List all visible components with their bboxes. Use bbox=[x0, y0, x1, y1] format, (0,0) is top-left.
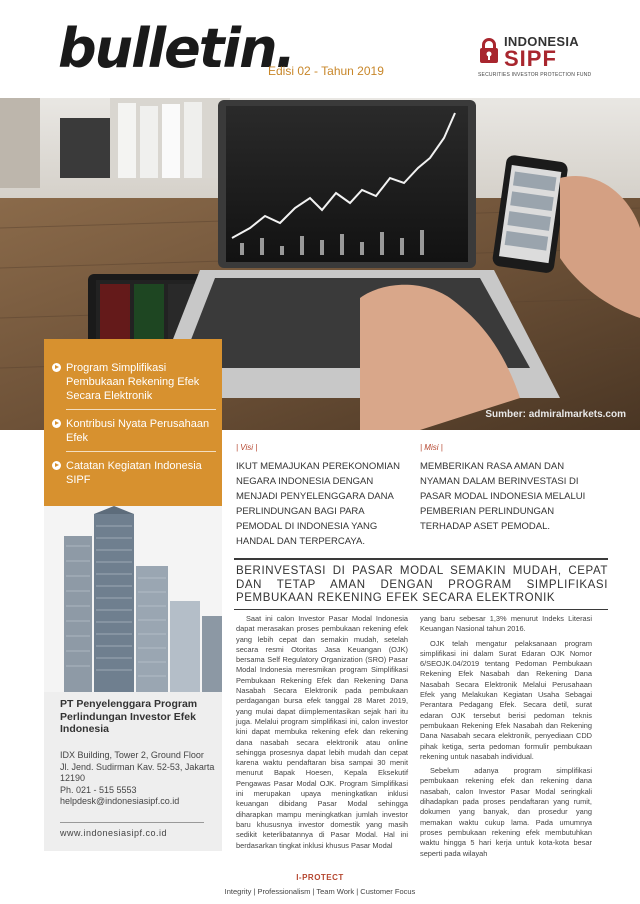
footer-values: Integrity | Professionalism | Team Work | Customer Focus bbox=[224, 887, 416, 896]
org-name: PT Penyelenggara Program Perlindungan Investor Efek Indonesia bbox=[60, 698, 198, 735]
address-line: Jl. Jend. Sudirman Kav. 52-53, Jakarta bbox=[60, 761, 215, 772]
arrow-right-icon bbox=[52, 461, 61, 470]
email-link[interactable]: helpdesk@indonesiasipf.co.id bbox=[60, 796, 180, 806]
arrow-right-icon bbox=[52, 419, 61, 428]
article-headline: BERINVESTASI DI PASAR MODAL SEMAKIN MUDAH, CEPAT DAN TETAP AMAN DENGAN PROGRAM SIMPLIFIKASI PEMBUKAAN REKENING EFEK SECARA ELEKTRONIK bbox=[236, 565, 608, 604]
headline-rule-top bbox=[234, 558, 608, 560]
highlight-label: Catatan Kegiatan Indonesia SIPF bbox=[66, 460, 202, 486]
building-photo bbox=[44, 506, 222, 692]
highlight-label: Kontribusi Nyata Perusahaan Efek bbox=[66, 418, 210, 444]
visi-label: | Visi | bbox=[236, 443, 258, 452]
divider bbox=[66, 409, 216, 410]
logo-wordmark: SIPF bbox=[504, 46, 557, 71]
bulletin-title: bulletin. bbox=[58, 17, 295, 80]
logo-tagline: SECURITIES INVESTOR PROTECTION FUND bbox=[478, 72, 592, 78]
highlight-label: Program Simplifikasi Pembukaan Rekening Efek Secara Elektronik bbox=[66, 362, 200, 402]
article-column-1 bbox=[236, 614, 408, 852]
arrow-right-icon bbox=[52, 363, 61, 372]
paragraph: Saat ini calon Investor Pasar Modal Indonesia dapat merasakan proses pembukaan rekening efek yang lebih cepat dan semakin mudah, setelah secara resmi Otoritas Jasa Keuangan (OJK) bersama Self Regulatory Organization (SRO) Pasar Modal Indonesia meresmikan program Simplifikasi Pembukaan Rekening Efek dan Rekening Dana Nasabah Secara Elektronik pada pembukaan perdagangan bursa efek tanggal 28 Maret 2019, yang mulai dapat diimplementasikan sejak hari itu juga. Melalui program simplifikasi ini, calon investor kini dapat membuka rekening efek dan rekening dana nasabah secara elektronik atau online sehingga prosesnya dapat lebih mudah dan cepat karena waktu pendaftaran bisa sampai 30 menit menurut Bapak Hoesen, Kepala Eksekutif Pengawas Pasar Modal OJK. Program Simplifikasi ini merupakan upaya meningkatkan inklusi keuangan dibidang Pasar Modal sehingga diharapkan mampu meningkatkan jumlah investor baru khususnya investor domestik yang masih sedikit keterlibatannya di Pasar Modal. Hal ini berdasarkan tingkat inklusi khusus Pasar Modal bbox=[236, 614, 408, 850]
address-block bbox=[60, 750, 220, 808]
misi-label: | Misi | bbox=[420, 443, 443, 452]
headline-rule-bottom bbox=[234, 609, 608, 610]
shield-lock-icon bbox=[478, 36, 500, 66]
visi-text: IKUT MEMAJUKAN PEREKONOMIAN NEGARA INDONESIA DENGAN MENJADI PENYELENGGARA DANA PERLINDUNGAN BAGI PARA PEMODAL DI INDONESIA YANG HANDAL DAN TERPERCAYA. bbox=[236, 461, 400, 547]
paragraph: Sebelum adanya program simplifikasi pembukaan rekening efek dan rekening dana nasabah, calon Investor Pasar Modal seringkali dihadapkan pada proses pendaftaran yang rumit, dokumen yang banyak, dan prosedur yang memakan waktu cukup lama. Pada umumnya proses pembukaan rekening efek membutuhkan waktu hingga 5 hari kerja untuk kota-kota besar seperti pada wilayah bbox=[420, 766, 592, 858]
image-credit: Sumber: admiralmarkets.com bbox=[485, 409, 626, 420]
highlights-panel bbox=[44, 339, 222, 506]
website-link[interactable]: www.indonesiasipf.co.id bbox=[60, 828, 168, 838]
article-column-2 bbox=[420, 614, 592, 858]
divider bbox=[60, 822, 204, 823]
address-line: 12190 bbox=[60, 773, 86, 783]
sipf-logo bbox=[478, 34, 592, 82]
misi-text: MEMBERIKAN RASA AMAN DAN NYAMAN DALAM BERINVESTASI DI PASAR MODAL INDONESIA MELALUI PEMBERIAN PERLINDUNGAN TERHADAP ASET PEMODAL. bbox=[420, 461, 586, 532]
contact-sidebar bbox=[44, 506, 222, 851]
edition-label: Edisi 02 - Tahun 2019 bbox=[268, 64, 384, 78]
footer-brand: I-PROTECT bbox=[296, 873, 344, 882]
address-line: IDX Building, Tower 2, Ground Floor bbox=[60, 750, 204, 760]
logo-country: INDONESIA bbox=[504, 34, 579, 49]
paragraph: OJK telah mengatur pelaksanaan program simplifikasi ini dalam Surat Edaran OJK Nomor 6/SEOJK.04/2019 tentang Pedoman Pembukaan Rekening Efek Nasabah dan Rekening Dana Nasabah Secara Elektronik Melalui Perusahaan Efek yang Melakukan Kegiatan Usaha Sebagai Perantara Pedagang Efek. Secara detil, surat edaran OJK tersebut berisi pedoman teknis pembukaan Rekening Efek Nasabah dan Rekening Dana Nasabah secara elektronik, penyediaan CDD pihak ketiga, serta pedoman formulir pembukaan rekening untuk nasabah individual. bbox=[420, 638, 592, 761]
divider bbox=[66, 451, 216, 452]
paragraph: yang baru sebesar 1,3% menurut Indeks Literasi Keuangan Nasional tahun 2016. bbox=[420, 614, 592, 634]
phone-number: Ph. 021 - 515 5553 bbox=[60, 784, 137, 795]
